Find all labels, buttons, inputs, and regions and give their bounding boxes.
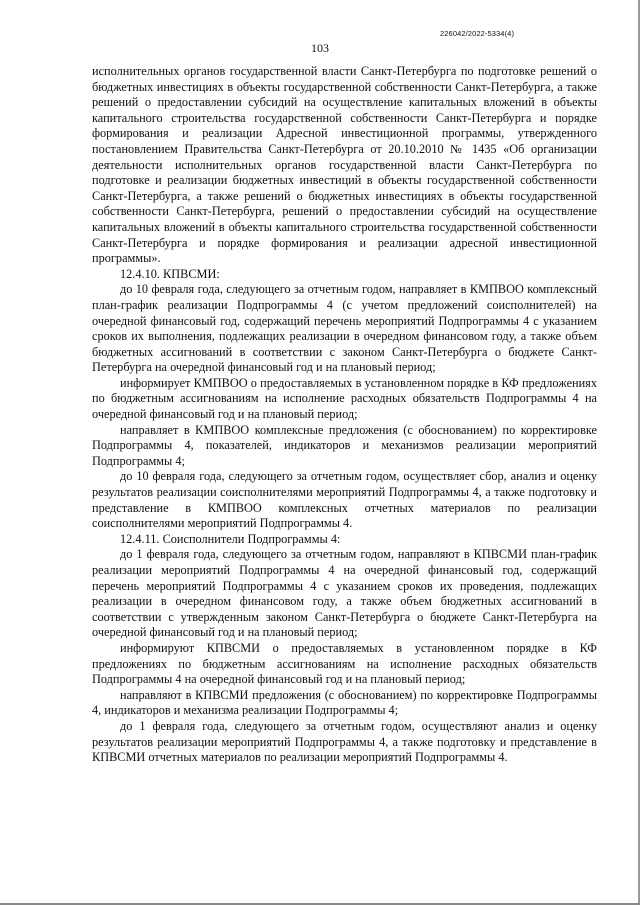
paragraph: информируют КПВСМИ о предоставляемых в установленном порядке в КФ предложениях по бюджетным ассигнованиям на исполнение расходных обязательств Подпрограммы 4 на очередной финансовый год и на плановый период; — [92, 640, 597, 687]
paragraph: направляет в КМПВОО комплексные предложения (с обоснованием) по корректировке Подпрограммы 4, показателей, индикаторов и механизмов реализации мероприятий Подпрограммы 4; — [92, 422, 597, 468]
paragraph: информирует КМПВОО о предоставляемых в установленном порядке в КФ предложениях по бюджетным ассигнованиям на исполнение расходных обязательств Подпрограммы 4 на очередной финансовый год и на плановый период; — [92, 375, 597, 422]
document-body — [92, 64, 597, 766]
section-heading-12-4-10: 12.4.10. КПВСМИ: — [120, 266, 220, 281]
paragraph: до 1 февраля года, следующего за отчетным годом, осуществляют анализ и оценку результатов реализации мероприятий Подпрограммы 4, а также подготовку и представление в КПВСМИ отчетных материалов по реализации мероприятий Подпрограммы 4. — [92, 718, 597, 765]
paragraph: до 10 февраля года, следующего за отчетным годом, осуществляет сбор, анализ и оценку результатов реализации соисполнителями мероприятий Подпрограммы 4, а также подготовку и представление в КМПВОО комплексных отчетных материалов по реализации соисполнителями мероприятий Подпрограммы 4. — [92, 469, 597, 531]
paragraph-continuation: исполнительных органов государственной власти Санкт-Петербурга по подготовке решений о бюджетных инвестициях в объекты государственной собственности Санкт-Петербурга, а также решений о предоставлении субсидий на осуществление капитальных вложений в объекты капитального строительства государственной собственности Санкт-Петербурга и порядке формирования и реализации Адресной инвестиционной программы, утвержденного постановлением Правительства Санкт-Петербурга от 20.10.2010 № 1435 «Об организации деятельности исполнительных органов государственной власти Санкт-Петербурга по подготовке и реализации бюджетных инвестиций в объекты государственной собственности Санкт-Петербурга, а также решений о бюджетных инвестициях в объекты государственной собственности Санкт-Петербурга, решений о предоставлении субсидий на осуществление капитальных вложений в объекты капитального строительства государственной собственности Санкт-Петербурга и порядке формирования и реализации адресной инвестиционной программы». — [92, 64, 597, 266]
page-number: 103 — [311, 41, 329, 55]
section-heading-12-4-11: 12.4.11. Соисполнители Подпрограммы 4: — [120, 531, 341, 546]
paragraph: до 10 февраля года, следующего за отчетным годом, направляет в КМПВОО комплексный план-график реализации Подпрограммы 4 (с учетом предложений соисполнителей) на очередной финансовый год, содержащий перечень мероприятий Подпрограммы 4 с указанием сроков их выполнения, подлежащих реализации в очередном финансовом году, а также объем бюджетных ассигнований в соответствии с законом Санкт-Петербурга о бюджете Санкт-Петербурга на очередной финансовый год и на плановый период; — [92, 282, 597, 375]
paragraph: до 1 февраля года, следующего за отчетным годом, направляют в КПВСМИ план-график реализации мероприятий Подпрограммы 4 на очередной финансовый год, содержащий перечень мероприятий Подпрограммы 4 с указанием сроков их проведения, подлежащих реализации в очередном финансовом году, а также объем бюджетных ассигнований в соответствии с утвержденным законом Санкт-Петербурга о бюджете Санкт-Петербурга на очередной финансовый год и на плановый период; — [92, 547, 597, 640]
paragraph: направляют в КПВСМИ предложения (с обоснованием) по корректировке Подпрограммы 4, индикаторов и механизма реализации Подпрограммы 4; — [92, 687, 597, 718]
document-id: 226042/2022-5334(4) — [440, 29, 515, 38]
